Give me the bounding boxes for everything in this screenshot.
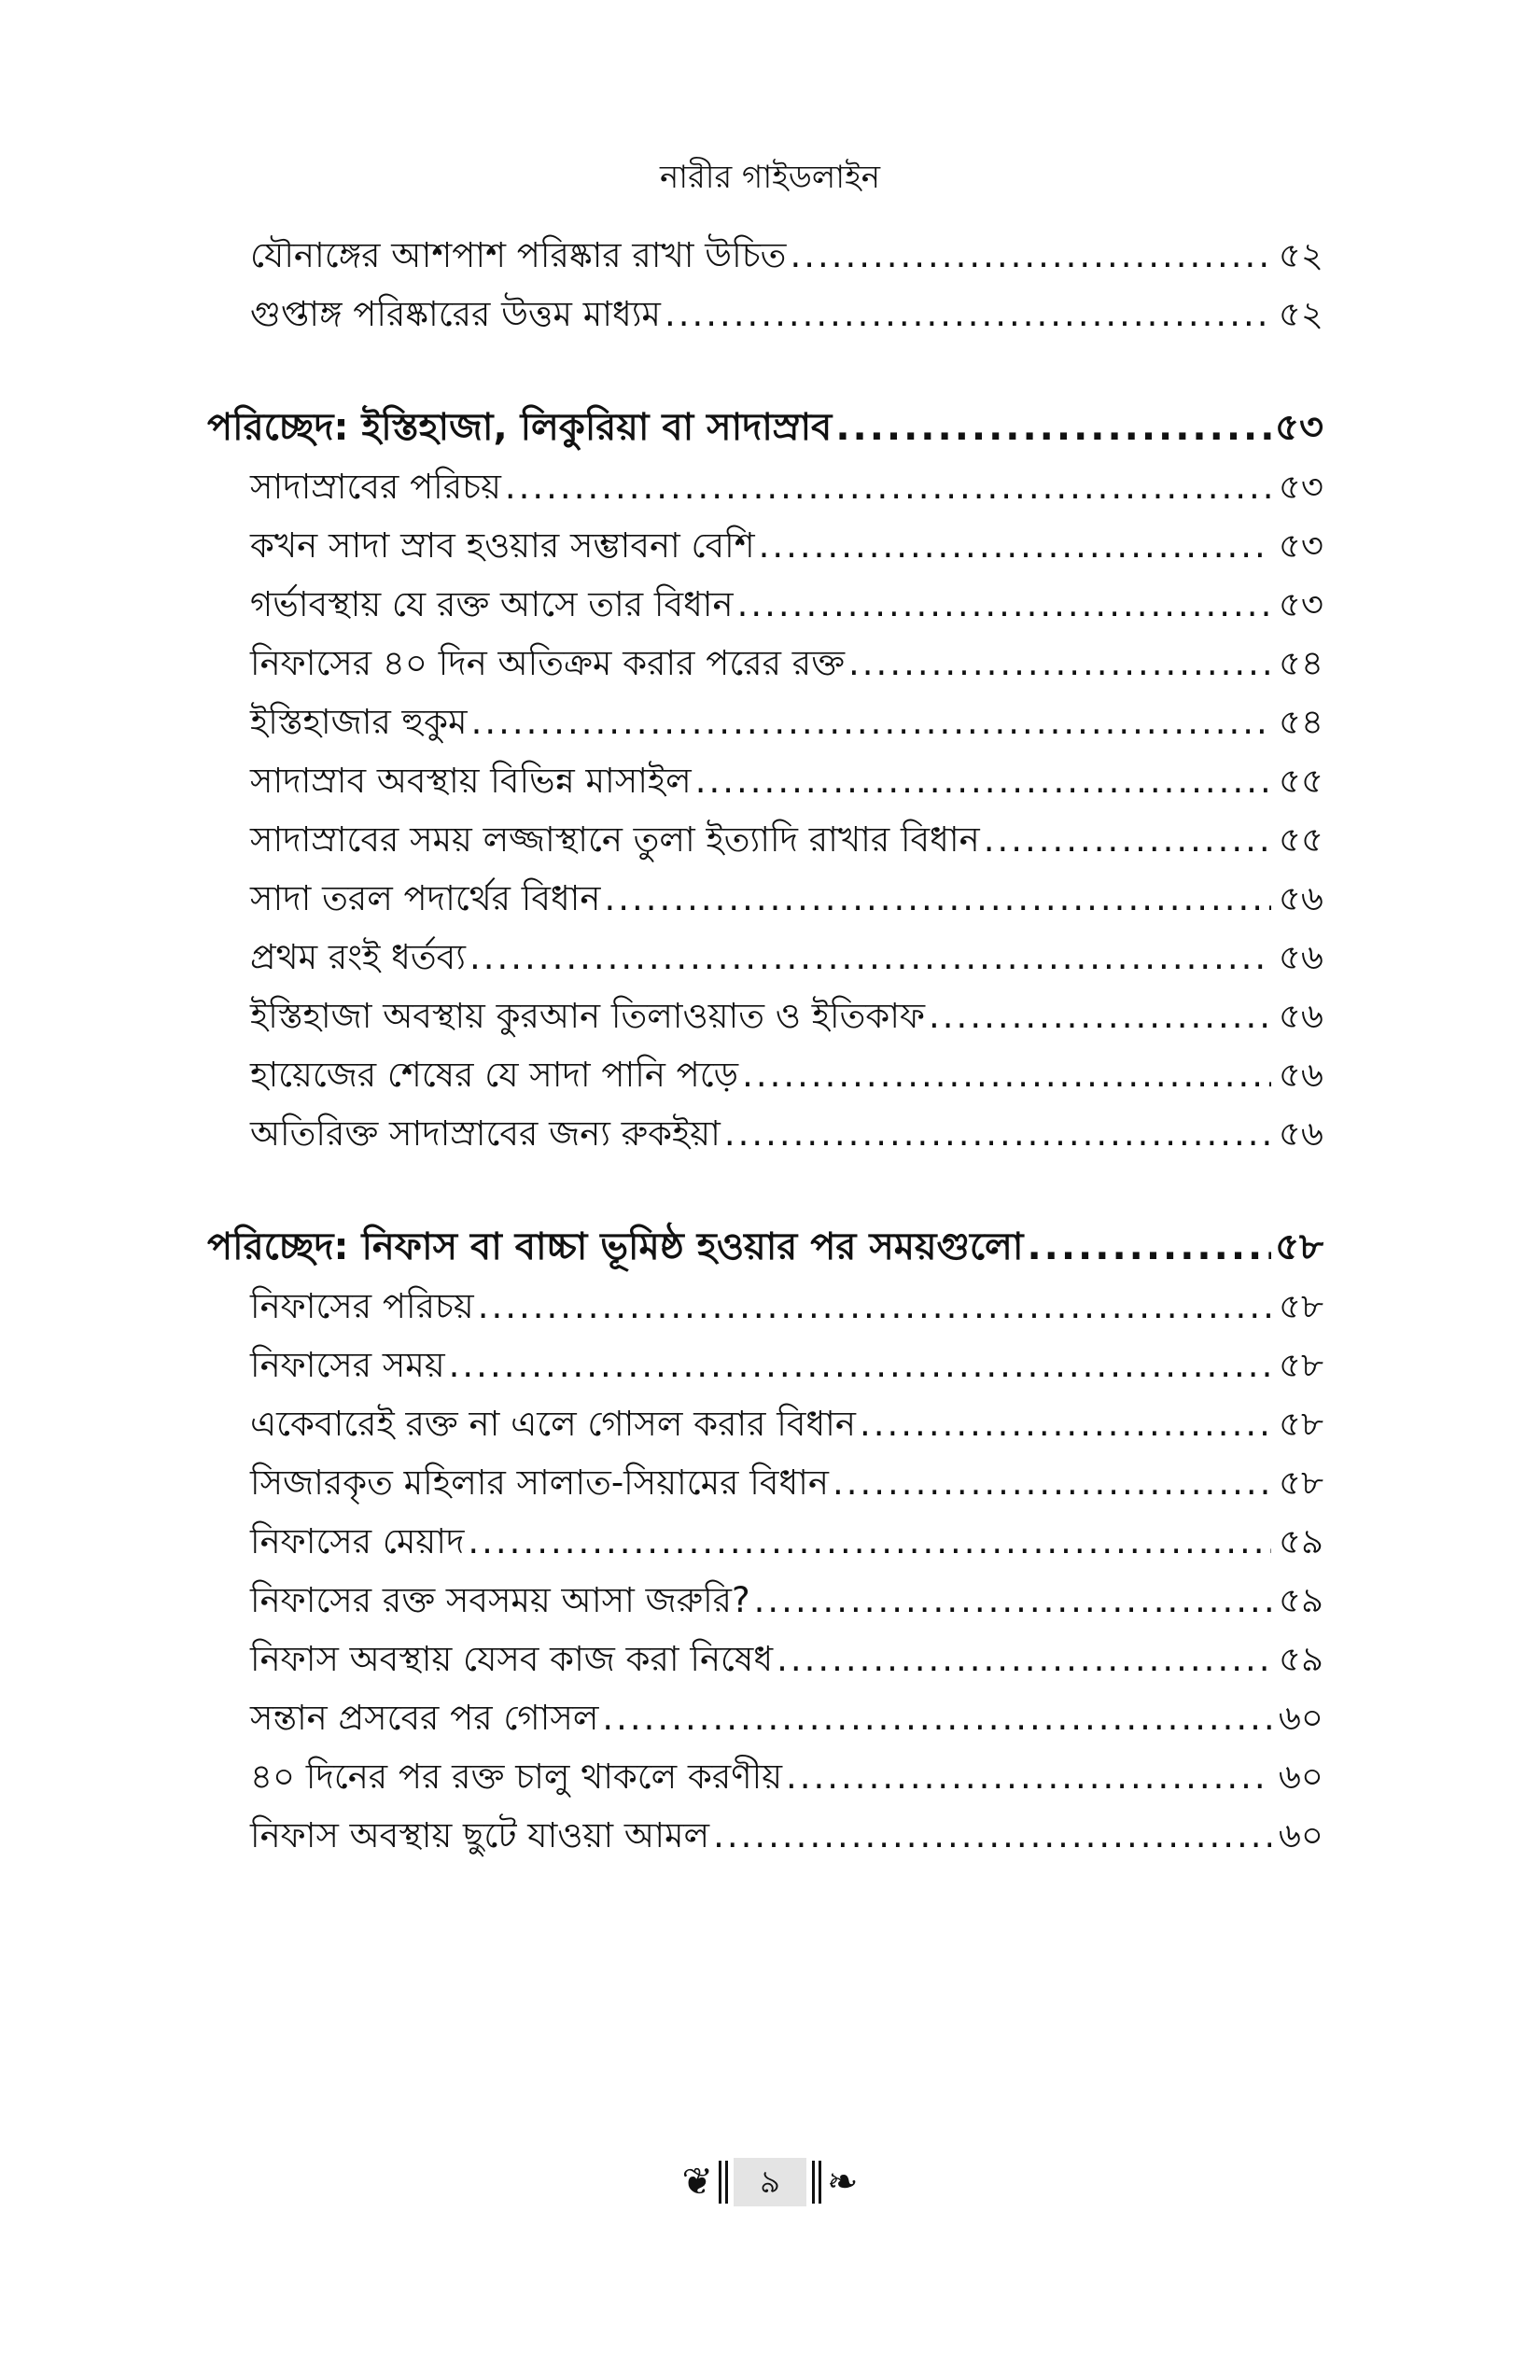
toc-entry[interactable] — [250, 1336, 1323, 1394]
dot-leader — [471, 693, 1271, 751]
toc-entry[interactable] — [250, 751, 1323, 810]
toc-entry-title: গর্ভাবস্থায় যে রক্ত আসে তার বিধান — [250, 584, 734, 624]
toc-entry[interactable] — [250, 1277, 1323, 1336]
toc-entry[interactable] — [250, 1571, 1323, 1630]
toc-entry-title: নিফাস অবস্থায় ছুটে যাওয়া আমল — [250, 1815, 710, 1855]
toc-entry-title: সাদা তরল পদার্থের বিধান — [250, 878, 601, 918]
toc-chapter-page: ৫৩ — [1275, 406, 1323, 449]
toc-entry-page: ৫৯ — [1278, 1521, 1323, 1561]
dot-leader — [505, 457, 1271, 516]
toc-entry-page: ৫৫ — [1278, 819, 1323, 860]
toc-entry[interactable] — [250, 987, 1323, 1045]
dot-leader — [860, 1394, 1271, 1453]
dot-leader — [759, 516, 1271, 575]
toc-entry[interactable] — [250, 516, 1323, 575]
toc-entry[interactable] — [250, 285, 1323, 343]
toc-entry-page: ৫৬ — [1278, 878, 1323, 918]
toc-chapter-page: ৫৮ — [1275, 1225, 1323, 1268]
toc-entry-page: ৬০ — [1278, 1698, 1323, 1738]
dot-leader — [835, 399, 1271, 457]
toc-entry-title: সাদাস্রাবের পরিচয় — [250, 467, 501, 507]
toc-entry-title: নিফাস অবস্থায় যেসব কাজ করা নিষেধ — [250, 1639, 774, 1679]
toc-entry-page: ৫৮ — [1278, 1345, 1323, 1385]
page-number: ৯ — [734, 2158, 806, 2206]
toc-entry-title: সিজারকৃত মহিলার সালাত-সিয়ামের বিধান — [250, 1463, 829, 1503]
dot-leader — [478, 1277, 1271, 1336]
toc-entry-title: সাদাস্রাবের সময় লজ্জাস্থানে তুলা ইত্যাদি রাখার বিধান — [250, 819, 980, 860]
toc-entry[interactable] — [250, 1688, 1323, 1747]
toc-entry[interactable] — [250, 928, 1323, 987]
dot-leader — [777, 1630, 1271, 1688]
toc-entry[interactable] — [250, 1453, 1323, 1512]
toc-entry[interactable] — [250, 1045, 1323, 1104]
dot-leader — [665, 285, 1271, 343]
toc-entry-page: ৫৬ — [1278, 1113, 1323, 1154]
toc-entry-title: নিফাসের রক্ত সবসময় আসা জরুরি? — [250, 1580, 750, 1620]
toc-chapter-title: পরিচ্ছেদ: নিফাস বা বাচ্চা ভূমিষ্ঠ হওয়ার পর সময়গুলো — [207, 1225, 1024, 1268]
dot-leader — [469, 928, 1271, 987]
dot-leader — [929, 987, 1271, 1045]
running-header: নারীর গাইডলাইন — [659, 159, 881, 196]
dot-leader — [602, 1688, 1271, 1747]
toc-entry-page: ৫৩ — [1278, 525, 1323, 566]
toc-entry[interactable] — [250, 810, 1323, 869]
toc-entry[interactable] — [250, 457, 1323, 516]
toc-chapter-title: পরিচ্ছেদ: ইস্তিহাজা, লিকুরিয়া বা সাদাস্রাব — [207, 406, 833, 449]
toc-entry-page: ৬০ — [1278, 1815, 1323, 1855]
left-ornament-icon: ❦ — [681, 2161, 713, 2204]
toc-entry[interactable] — [250, 1806, 1323, 1865]
toc-entry-title: যৌনাঙ্গের আশপাশ পরিষ্কার রাখা উচিত — [250, 235, 787, 275]
toc-entry-title: নিফাসের মেয়াদ — [250, 1521, 465, 1561]
dot-leader — [848, 634, 1271, 693]
toc-entry[interactable] — [250, 634, 1323, 693]
toc-entry[interactable] — [250, 575, 1323, 634]
toc-entry-page: ৫৪ — [1278, 702, 1323, 742]
toc-entry[interactable] — [250, 1104, 1323, 1163]
toc-entry-title: ৪০ দিনের পর রক্ত চালু থাকলে করণীয় — [250, 1757, 782, 1797]
dot-leader — [1027, 1218, 1271, 1277]
toc-entry[interactable] — [250, 1630, 1323, 1688]
footer-divider — [719, 2161, 728, 2204]
dot-leader — [742, 1045, 1271, 1104]
dot-leader — [449, 1336, 1271, 1394]
dot-leader — [724, 1104, 1271, 1163]
toc-entry-title: নিফাসের পরিচয় — [250, 1286, 474, 1326]
toc-entry-page: ৫৮ — [1278, 1404, 1323, 1444]
toc-entry-title: হায়েজের শেষের যে সাদা পানি পড়ে — [250, 1055, 739, 1095]
dot-leader — [984, 810, 1271, 869]
toc-entry-page: ৫৬ — [1278, 937, 1323, 977]
toc-entry-title: কখন সাদা স্রাব হওয়ার সম্ভাবনা বেশি — [250, 525, 755, 566]
toc-entry-page: ৫২ — [1278, 235, 1323, 275]
toc-entry[interactable] — [250, 1747, 1323, 1806]
toc-entry-page: ৫৮ — [1278, 1286, 1323, 1326]
toc-entry[interactable] — [250, 226, 1323, 285]
footer-divider — [812, 2161, 821, 2204]
dot-leader — [713, 1806, 1271, 1865]
toc-entry-page: ৫৫ — [1278, 761, 1323, 801]
toc-entry-title: ইস্তিহাজার হুকুম — [250, 702, 468, 742]
toc-entry-page: ৫৩ — [1278, 584, 1323, 624]
dot-leader — [790, 226, 1271, 285]
dot-leader — [754, 1571, 1271, 1630]
dot-leader — [468, 1512, 1271, 1571]
dot-leader — [737, 575, 1271, 634]
toc-entry-page: ৫৯ — [1278, 1580, 1323, 1620]
toc-entry-title: নিফাসের সময় — [250, 1345, 445, 1385]
toc-entry-page: ৫৬ — [1278, 996, 1323, 1036]
toc-entry-title: সাদাস্রাব অবস্থায় বিভিন্ন মাসাইল — [250, 761, 692, 801]
dot-leader — [695, 751, 1271, 810]
toc-entry-page: ৫৪ — [1278, 643, 1323, 683]
page-footer — [0, 2158, 1540, 2206]
toc-entry-page: ৫৩ — [1278, 467, 1323, 507]
toc-entry-page: ৫২ — [1278, 294, 1323, 334]
toc-chapter-heading[interactable] — [207, 399, 1323, 457]
toc-entry-page: ৫৬ — [1278, 1055, 1323, 1095]
right-ornament-icon: ❧ — [827, 2161, 859, 2204]
toc-entry-title: নিফাসের ৪০ দিন অতিক্রম করার পরের রক্ত — [250, 643, 846, 683]
toc-entry[interactable] — [250, 869, 1323, 928]
toc-entry-page: ৫৮ — [1278, 1463, 1323, 1503]
toc-entry[interactable] — [250, 1512, 1323, 1571]
toc-entry-title: সন্তান প্রসবের পর গোসল — [250, 1698, 599, 1738]
toc-chapter-heading[interactable] — [207, 1218, 1323, 1277]
toc-entry-title: গুপ্তাঙ্গ পরিষ্কারের উত্তম মাধ্যম — [250, 294, 661, 334]
toc-entry-title: অতিরিক্ত সাদাস্রাবের জন্য রুকইয়া — [250, 1113, 721, 1154]
toc-entry-page: ৫৯ — [1278, 1639, 1323, 1679]
dot-leader — [833, 1453, 1271, 1512]
toc-entry-page: ৬০ — [1278, 1757, 1323, 1797]
dot-leader — [605, 869, 1271, 928]
toc-entry-title: ইস্তিহাজা অবস্থায় কুরআন তিলাওয়াত ও ইতিকাফ — [250, 996, 926, 1036]
dot-leader — [786, 1747, 1271, 1806]
toc-entry-title: একেবারেই রক্ত না এলে গোসল করার বিধান — [250, 1404, 857, 1444]
toc-entry[interactable] — [250, 1394, 1323, 1453]
toc-entry-title: প্রথম রংই ধর্তব্য — [250, 937, 466, 977]
toc-entry[interactable] — [250, 693, 1323, 751]
